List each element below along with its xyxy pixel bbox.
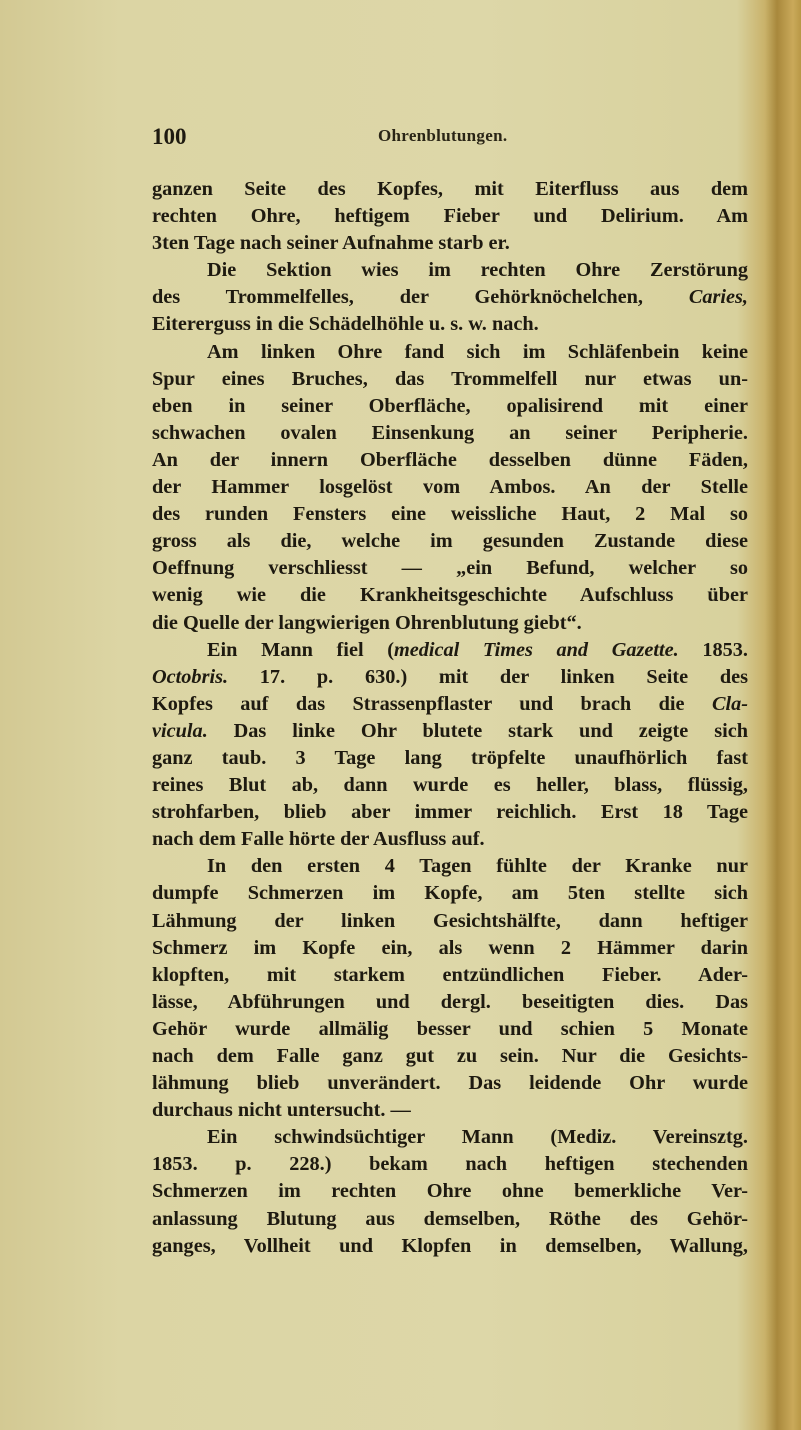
italic-text: Octobris. <box>152 665 229 688</box>
text-line <box>152 637 748 664</box>
text-segment: des Trommelfelles, der Gehörknöchelchen, <box>152 286 689 309</box>
text-line <box>152 1070 748 1097</box>
text-segment: An der innern Oberfläche desselben dünne Fäden, <box>152 448 748 471</box>
text-line <box>152 1151 748 1178</box>
body-text <box>152 176 748 1260</box>
text-line <box>152 745 748 772</box>
text-segment: Spur eines Bruches, das Trommelfell nur etwas un- <box>152 367 748 390</box>
text-line <box>152 284 748 311</box>
text-segment: Schmerz im Kopfe ein, als wenn 2 Hämmer darin <box>152 936 748 959</box>
text-segment: reines Blut ab, dann wurde es heller, blass, flüssig, <box>152 774 748 797</box>
text-segment: 3ten Tage nach seiner Aufnahme starb er. <box>152 232 510 255</box>
text-line <box>152 176 748 203</box>
text-line <box>152 1016 748 1043</box>
text-line <box>152 880 748 907</box>
text-line <box>152 501 748 528</box>
text-line <box>152 582 748 609</box>
text-line <box>152 772 748 799</box>
text-segment: 1853. p. 228.) bekam nach heftigen stechenden <box>152 1153 748 1176</box>
text-line <box>152 691 748 718</box>
text-segment: des runden Fensters eine weissliche Haut, 2 Mal so <box>152 503 748 526</box>
text-segment: nach dem Falle hörte der Ausfluss auf. <box>152 828 485 851</box>
text-segment: Oeffnung verschliesst — „ein Befund, welcher so <box>152 557 748 580</box>
text-line <box>152 935 748 962</box>
text-segment: Gehör wurde allmälig besser und schien 5 Monate <box>152 1017 748 1040</box>
text-segment: anlassung Blutung aus demselben, Röthe des Gehör- <box>152 1207 748 1230</box>
running-title: Ohrenblutungen. <box>378 126 508 145</box>
text-segment: nach dem Falle ganz gut zu sein. Nur die Gesichts- <box>152 1045 748 1067</box>
text-segment: die Quelle der langwierigen Ohrenblutung giebt“. <box>152 611 582 634</box>
text-segment: Am linken Ohre fand sich im Schläfenbein keine <box>207 340 748 363</box>
italic-text: Cla- <box>711 692 748 715</box>
text-segment: lässe, Abführungen und dergl. beseitigten dies. Das <box>152 990 748 1013</box>
text-segment: gross als die, welche im gesunden Zustande diese <box>152 530 748 553</box>
text-segment: ganges, Vollheit und Klopfen in demselben, Wallung, <box>152 1234 748 1257</box>
italic-text: vicula. <box>152 719 208 742</box>
text-line <box>152 1124 748 1151</box>
text-line <box>152 989 748 1016</box>
text-segment: ganz taub. 3 Tage lang tröpfelte unaufhörlich fast <box>152 746 748 769</box>
text-line <box>152 826 748 853</box>
text-segment: durchaus nicht untersucht. — <box>152 1099 411 1122</box>
text-line <box>152 230 748 257</box>
text-line <box>152 1206 748 1233</box>
text-segment: strohfarben, blieb aber immer reichlich. Erst 18 Tage <box>152 801 748 824</box>
text-segment: Ein Mann fiel ( <box>207 638 394 661</box>
text-line <box>152 799 748 826</box>
text-line <box>152 555 748 582</box>
text-segment: Lähmung der linken Gesichtshälfte, dann heftiger <box>152 909 748 932</box>
text-line <box>152 366 748 393</box>
text-line <box>152 528 748 555</box>
text-line <box>152 257 748 284</box>
page-number: 100 <box>152 124 187 149</box>
text-segment: 1853. <box>678 638 748 661</box>
text-line <box>152 474 748 501</box>
text-line <box>152 1097 748 1124</box>
text-line <box>152 203 748 230</box>
text-segment: Kopfes auf das Strassenpflaster und brach die <box>152 692 712 715</box>
text-line <box>152 610 748 637</box>
text-segment: wenig wie die Krankheitsgeschichte Aufschluss über <box>152 584 748 607</box>
text-line <box>152 420 748 447</box>
text-segment: Das linke Ohr blutete stark und zeigte sich <box>207 719 748 742</box>
text-segment: lähmung blieb unverändert. Das leidende Ohr wurde <box>152 1072 748 1095</box>
text-segment: Schmerzen im rechten Ohre ohne bemerkliche Ver- <box>152 1180 748 1203</box>
italic-text: Caries, <box>688 286 748 309</box>
text-segment: ganzen Seite des Kopfes, mit Eiterfluss aus dem <box>152 178 748 200</box>
text-segment: klopften, mit starkem entzündlichen Fieber. Ader- <box>152 963 748 986</box>
text-line <box>152 447 748 474</box>
text-line <box>152 853 748 880</box>
text-line <box>152 1233 748 1260</box>
text-line <box>152 1178 748 1205</box>
italic-text: medical Times and Gazette. <box>393 638 679 661</box>
text-segment: der Hammer losgelöst vom Ambos. An der Stelle <box>152 476 748 499</box>
text-segment: rechten Ohre, heftigem Fieber und Delirium. Am <box>152 205 748 228</box>
text-segment: schwachen ovalen Einsenkung an seiner Peripherie. <box>152 421 748 444</box>
text-segment: Die Sektion wies im rechten Ohre Zerstörung <box>207 259 748 282</box>
text-line <box>152 962 748 989</box>
text-line <box>152 393 748 420</box>
text-line <box>152 664 748 691</box>
text-segment: Ein schwindsüchtiger Mann (Mediz. Vereinsztg. <box>207 1126 748 1149</box>
text-segment: In den ersten 4 Tagen fühlte der Kranke nur <box>207 855 748 878</box>
text-segment: eben in seiner Oberfläche, opalisirend mit einer <box>152 394 748 417</box>
text-line <box>152 339 748 366</box>
text-line <box>152 718 748 745</box>
text-line <box>152 1043 748 1070</box>
text-segment: 17. p. 630.) mit der linken Seite des <box>228 665 748 688</box>
text-line <box>152 908 748 935</box>
text-segment: Eitererguss in die Schädelhöhle u. s. w. nach. <box>152 313 539 336</box>
text-segment: dumpfe Schmerzen im Kopfe, am 5ten stellte sich <box>152 882 748 905</box>
text-line <box>152 311 748 338</box>
